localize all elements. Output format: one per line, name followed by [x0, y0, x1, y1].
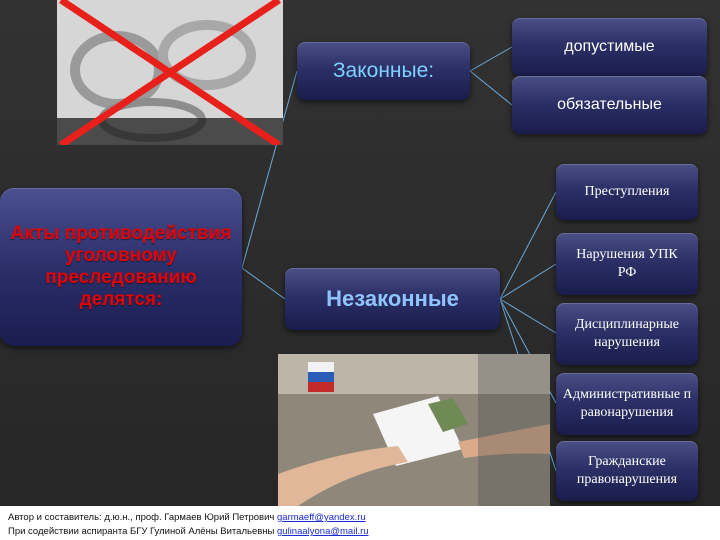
footer-line-2 — [8, 526, 369, 537]
illegal-label: Незаконные — [326, 286, 459, 311]
crimes-label: Преступления — [584, 184, 670, 199]
mandatory-label: обязательные — [557, 96, 662, 113]
footer-assistant: При содействии аспиранта БГУ Гулиной Алёны Витальевны — [8, 526, 275, 537]
line-main-illegal — [242, 268, 285, 299]
handcuffs-photo — [57, 0, 283, 145]
footer-line-1 — [8, 512, 366, 523]
line-legal-mandatory — [470, 71, 512, 105]
bribe-image — [278, 354, 550, 506]
disciplinary-label: Дисциплинарные нарушения — [574, 317, 680, 350]
crimes-box — [556, 164, 698, 220]
legal-label: Законные: — [332, 59, 435, 82]
line-legal-allowed — [470, 47, 512, 71]
legal-box — [297, 42, 470, 100]
line-illegal-upk — [500, 264, 556, 299]
upk-violations-label: Нарушения УПК РФ — [576, 247, 678, 280]
footer-author: Автор и составитель: д.ю.н., проф. Гармаев Юрий Петрович — [8, 512, 275, 523]
bribe-photo — [278, 354, 550, 506]
allowed-label: допустимые — [564, 38, 655, 55]
administrative-label: Административные правонарушения — [562, 387, 692, 420]
mandatory-box — [512, 76, 707, 134]
line-illegal-crimes — [500, 192, 556, 299]
illegal-box — [285, 268, 500, 330]
main-box-text: Акты противодействия уголовному преследованию делятся: — [10, 223, 232, 310]
civil-box — [556, 441, 698, 501]
main-box — [0, 188, 242, 346]
upk-violations-box — [556, 233, 698, 295]
allowed-box — [512, 18, 707, 76]
disciplinary-box — [556, 303, 698, 365]
crossout-icon — [57, 0, 283, 145]
line-illegal-disciplinary — [500, 299, 556, 333]
footer-email-1[interactable]: garmaeff@yandex.ru — [277, 512, 366, 523]
civil-label: Гражданские правонарушения — [576, 454, 678, 487]
administrative-box — [556, 373, 698, 435]
footer-email-2[interactable]: gulinaalyona@mail.ru — [277, 526, 369, 537]
